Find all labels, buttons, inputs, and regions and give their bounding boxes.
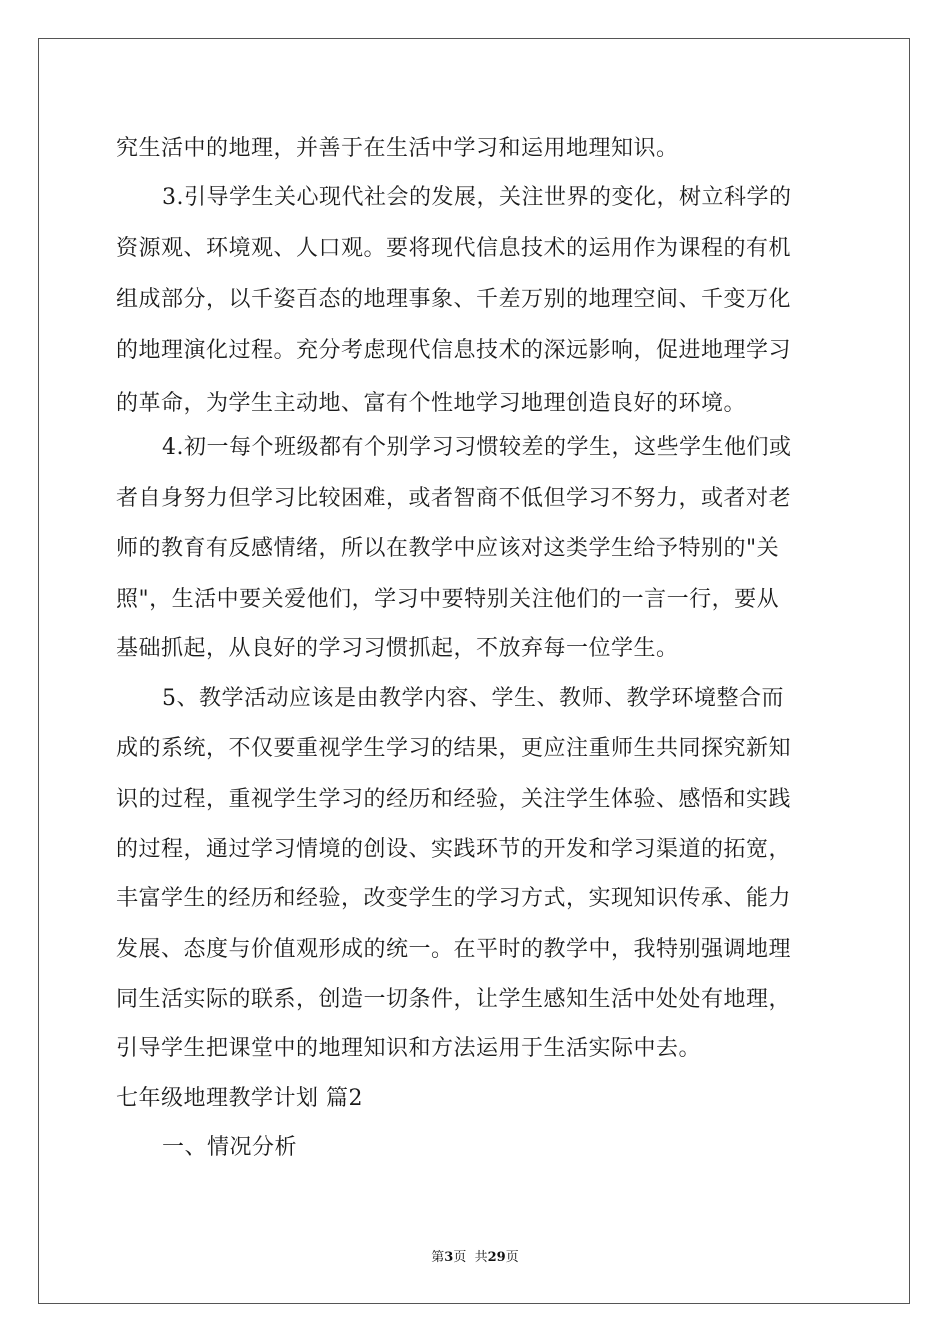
page-border	[38, 38, 910, 1304]
footer-suffix: 页	[505, 1250, 519, 1265]
paragraph-line: 的过程，通过学习情境的创设、实践环节的开发和学习渠道的拓宽，	[116, 837, 792, 862]
paragraph-line: 4.初一每个班级都有个别学习习惯较差的学生，这些学生他们或	[162, 435, 792, 460]
paragraph-line: 究生活中的地理，并善于在生活中学习和运用地理知识。	[116, 136, 679, 161]
paragraph-line: 照"，生活中要关爱他们，学习中要特别关注他们的一言一行，要从	[116, 587, 780, 612]
footer-mid: 页 共	[453, 1250, 488, 1265]
paragraph-line: 基础抓起，从良好的学习习惯抓起，不放弃每一位学生。	[116, 636, 679, 661]
paragraph-line: 丰富学生的经历和经验，改变学生的学习方式，实现知识传承、能力	[116, 886, 792, 911]
section-heading: 七年级地理教学计划 篇2	[116, 1086, 363, 1111]
paragraph-line: 引导学生把课堂中的地理知识和方法运用于生活实际中去。	[116, 1036, 702, 1061]
paragraph-line: 发展、态度与价值观形成的统一。在平时的教学中，我特别强调地理	[116, 937, 792, 962]
paragraph-line: 5、教学活动应该是由教学内容、学生、教师、教学环境整合而	[162, 686, 784, 711]
paragraph-line: 组成部分，以千姿百态的地理事象、千差万别的地理空间、千变万化	[116, 287, 792, 312]
paragraph-line: 同生活实际的联系，创造一切条件，让学生感知生活中处处有地理，	[116, 987, 792, 1012]
total-pages: 29	[487, 1250, 506, 1265]
paragraph-line: 成的系统，不仅要重视学生学习的结果，更应注重师生共同探究新知	[116, 736, 792, 761]
paragraph-line: 师的教育有反感情绪，所以在教学中应该对这类学生给予特别的"关	[116, 536, 780, 561]
subsection-heading: 一、情况分析	[162, 1135, 298, 1160]
paragraph-line: 识的过程，重视学生学习的经历和经验，关注学生体验、感悟和实践	[116, 787, 792, 812]
paragraph-line: 3.引导学生关心现代社会的发展，关注世界的变化，树立科学的	[162, 185, 792, 210]
paragraph-line: 者自身努力但学习比较困难，或者智商不低但学习不努力，或者对老	[116, 486, 792, 511]
page-number: 3	[444, 1250, 454, 1265]
page-footer	[0, 1246, 950, 1265]
paragraph-line: 的地理演化过程。充分考虑现代信息技术的深远影响，促进地理学习	[116, 338, 792, 363]
paragraph-line: 的革命，为学生主动地、富有个性地学习地理创造良好的环境。	[116, 391, 747, 416]
paragraph-line: 资源观、环境观、人口观。要将现代信息技术的运用作为课程的有机	[116, 236, 792, 261]
footer-prefix: 第	[431, 1250, 445, 1265]
